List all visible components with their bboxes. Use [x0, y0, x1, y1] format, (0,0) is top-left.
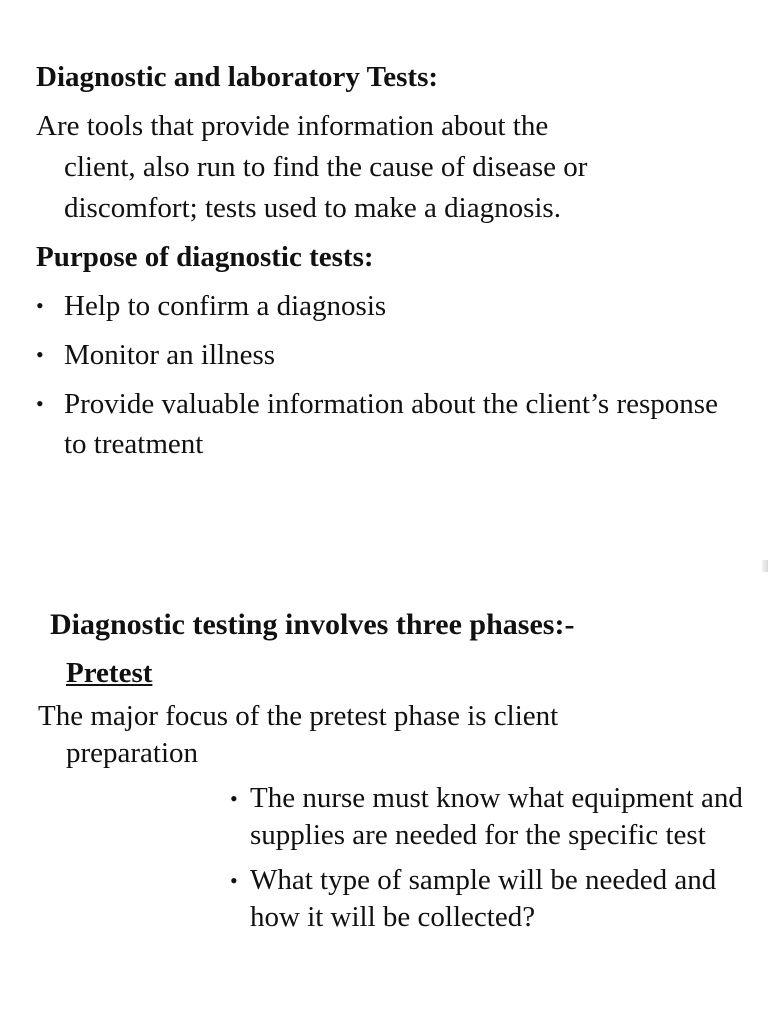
- phase-heading: Pretest: [66, 657, 153, 689]
- section-heading: Purpose of diagnostic tests:: [36, 241, 374, 273]
- bullet-icon: •: [36, 391, 44, 416]
- intro-paragraph: [36, 106, 746, 229]
- bullet-icon: •: [230, 786, 238, 811]
- slide-title: Diagnostic and laboratory Tests:: [36, 61, 439, 93]
- slide-testing-phases: [0, 572, 768, 1024]
- focus-line: preparation: [66, 737, 199, 769]
- bullet-icon: •: [230, 868, 238, 893]
- list-item: [36, 335, 736, 375]
- intro-line: discomfort; tests used to make a diagnosis.: [64, 192, 561, 224]
- slide-title: Diagnostic testing involves three phases:-: [50, 608, 575, 641]
- focus-paragraph: [38, 698, 738, 772]
- list-item: [230, 780, 750, 854]
- bullet-text: The nurse must know what equipment and supplies are needed for the specific test: [250, 782, 743, 851]
- list-item: [36, 286, 736, 326]
- bullet-text: Provide valuable information about the client’s response to treatment: [64, 388, 718, 460]
- pretest-bullet-list: [230, 780, 750, 944]
- intro-line: client, also run to find the cause of disease or: [64, 151, 588, 183]
- bullet-text: Help to confirm a diagnosis: [64, 290, 387, 322]
- list-item: [230, 862, 750, 936]
- bullet-icon: •: [36, 293, 44, 318]
- bullet-text: Monitor an illness: [64, 339, 276, 371]
- focus-line: The major focus of the pretest phase is client: [38, 700, 559, 732]
- intro-line: Are tools that provide information about the: [36, 110, 549, 142]
- list-item: [36, 384, 736, 464]
- bullet-icon: •: [36, 342, 44, 367]
- bullet-text: What type of sample will be needed and how it will be collected?: [250, 864, 717, 933]
- purpose-bullet-list: [36, 286, 736, 473]
